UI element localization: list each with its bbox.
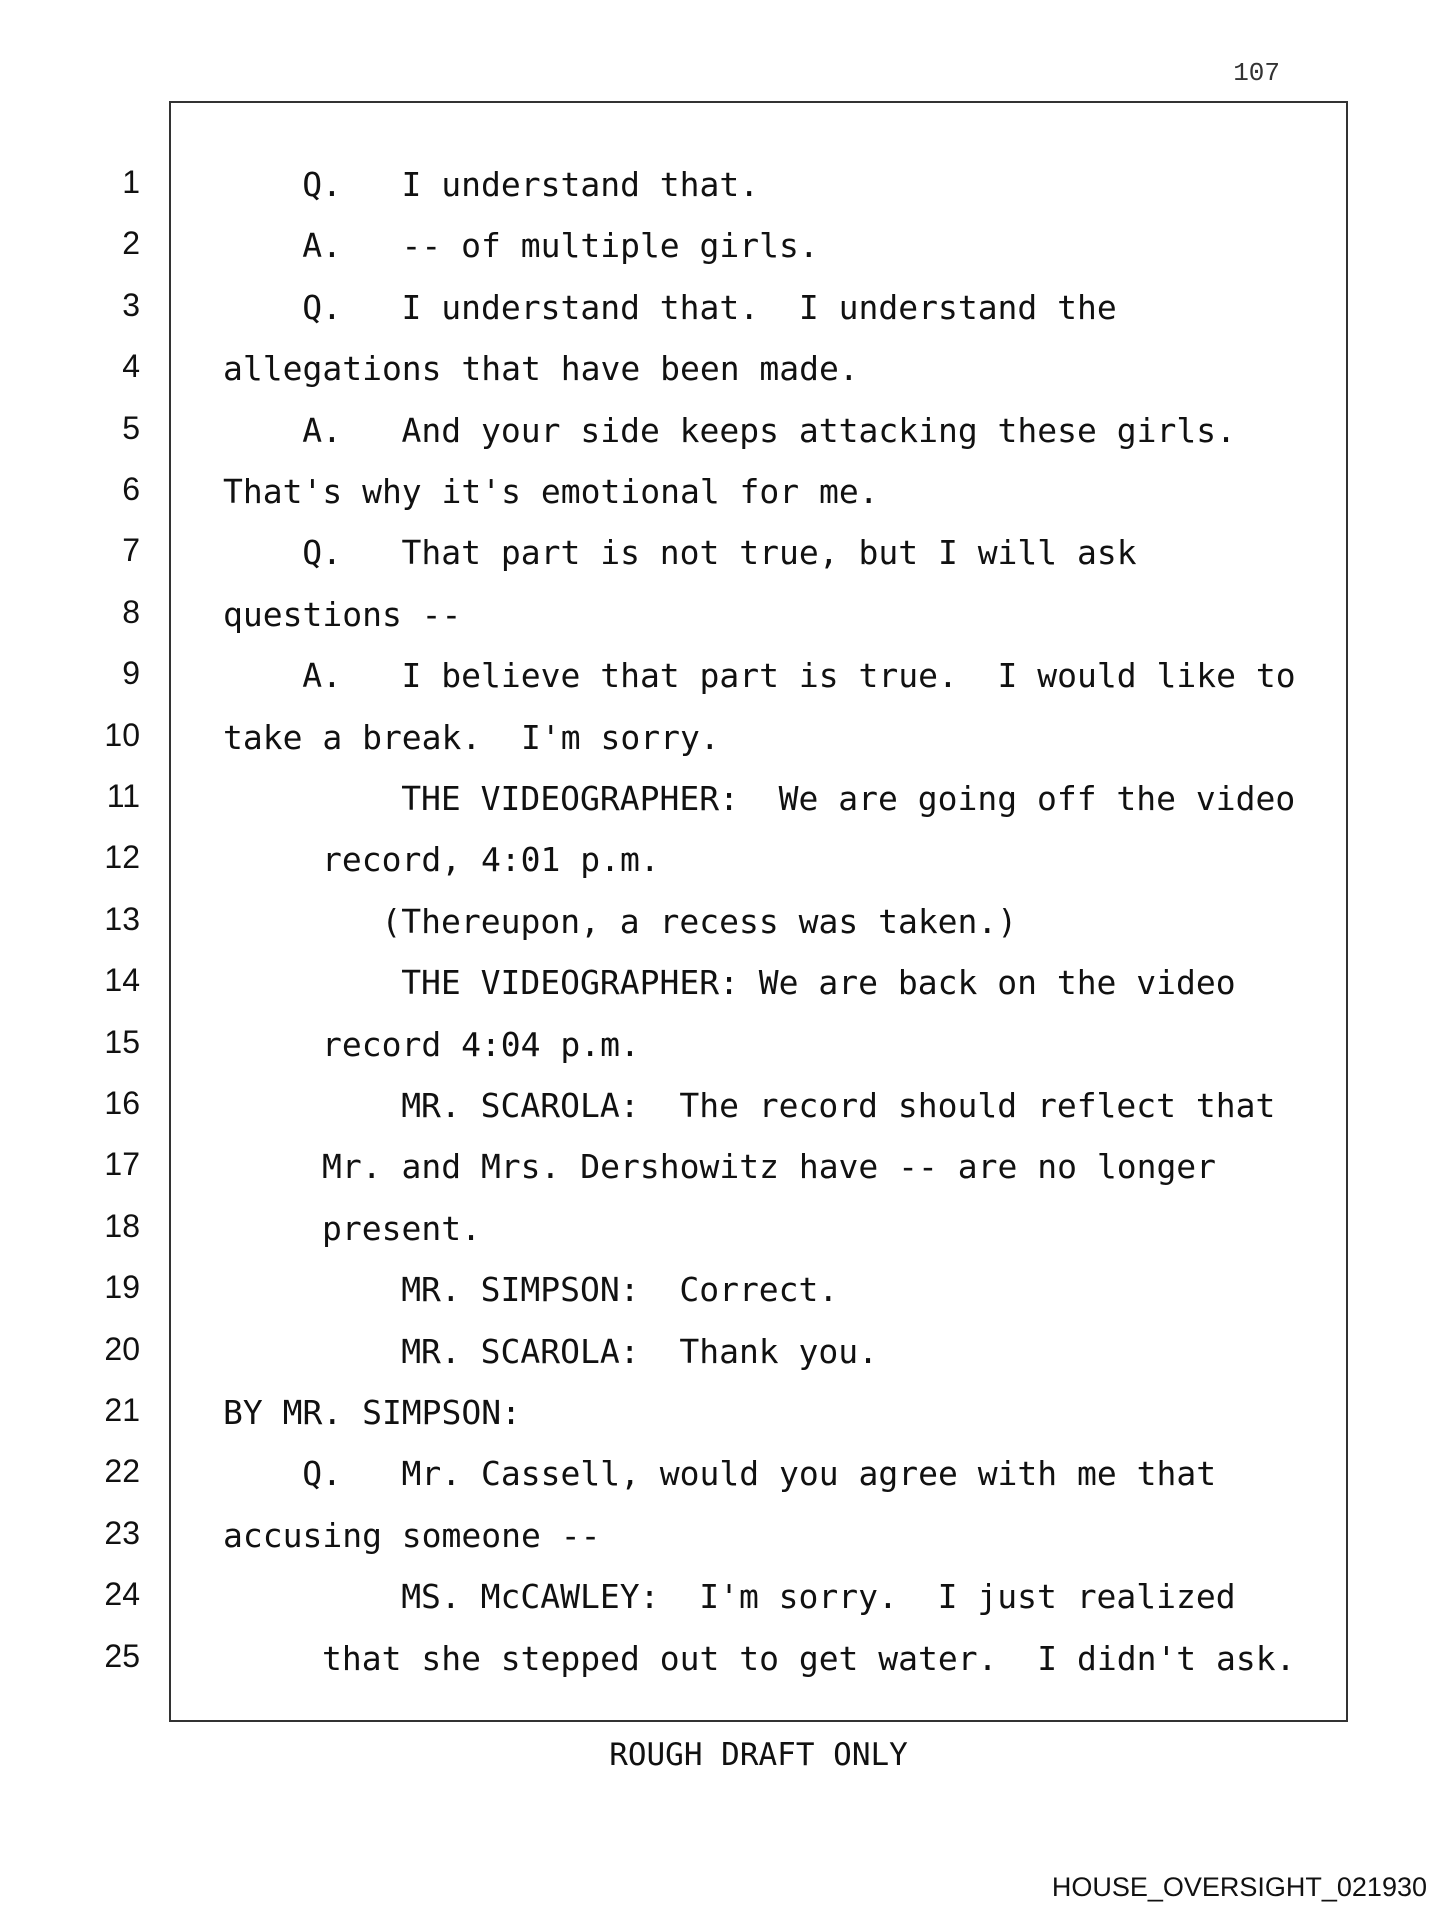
transcript-line: A. And your side keeps attacking these girls. (302, 410, 1236, 450)
line-number: 15 (104, 1023, 140, 1060)
transcript-line: record 4:04 p.m. (322, 1024, 640, 1064)
transcript-line: allegations that have been made. (223, 349, 859, 389)
line-number: 5 (122, 409, 140, 446)
transcript-line: Q. I understand that. (302, 165, 760, 204)
line-number: 24 (104, 1576, 140, 1613)
line-number: 21 (104, 1392, 140, 1428)
transcript-line: present. (322, 1208, 481, 1248)
transcript-line: A. I believe that part is true. I would like to (302, 656, 1296, 696)
line-number: 20 (104, 1330, 140, 1367)
transcript-line: accusing someone -- (223, 1515, 601, 1555)
transcript-line: Q. Mr. Cassell, would you agree with me that (302, 1454, 1217, 1494)
line-number: 17 (104, 1146, 140, 1183)
rough-draft-footer: ROUGH DRAFT ONLY (609, 1737, 908, 1773)
transcript-line: That's why it's emotional for me. (223, 472, 879, 511)
line-number: 13 (104, 900, 140, 937)
page-number: 107 (1233, 58, 1280, 88)
line-number: 25 (104, 1637, 140, 1674)
transcript-line: MR. SCAROLA: Thank you. (401, 1331, 879, 1371)
line-number: 4 (122, 348, 140, 385)
transcript-line: BY MR. SIMPSON: (223, 1393, 522, 1432)
line-number: 11 (106, 778, 140, 814)
transcript-line: MS. McCAWLEY: I'm sorry. I just realized (401, 1577, 1236, 1617)
transcript-line: A. -- of multiple girls. (302, 226, 819, 266)
transcript-line: THE VIDEOGRAPHER: We are going off the video (401, 779, 1296, 818)
line-number: 1 (122, 164, 140, 200)
transcript-line: that she stepped out to get water. I didn't ask. (322, 1638, 1296, 1678)
transcript-line: questions -- (223, 594, 462, 634)
line-number: 6 (122, 471, 140, 507)
line-number: 16 (104, 1085, 140, 1121)
transcript-line: Q. That part is not true, but I will ask (302, 533, 1137, 573)
line-number: 14 (104, 962, 140, 999)
line-number: 10 (104, 716, 140, 753)
line-number: 12 (104, 839, 140, 876)
line-number: 2 (122, 225, 140, 262)
line-number: 7 (122, 532, 140, 569)
transcript-line: record, 4:01 p.m. (322, 840, 660, 880)
line-number: 8 (122, 593, 140, 630)
transcript-line: Q. I understand that. I understand the (302, 287, 1117, 327)
transcript-line: take a break. I'm sorry. (223, 717, 720, 757)
line-number: 23 (104, 1514, 140, 1551)
line-number: 3 (122, 286, 140, 323)
line-number: 19 (104, 1269, 140, 1306)
transcript-line: MR. SIMPSON: Correct. (401, 1270, 839, 1310)
transcript-line: MR. SCAROLA: The record should reflect that (401, 1086, 1276, 1125)
line-number: 18 (104, 1207, 140, 1244)
transcript-line: (Thereupon, a recess was taken.) (381, 901, 1018, 941)
transcript-line: THE VIDEOGRAPHER: We are back on the video (401, 963, 1236, 1003)
line-number: 9 (122, 655, 140, 692)
transcript-box (169, 101, 1348, 1722)
transcript-line: Mr. and Mrs. Dershowitz have -- are no longer (322, 1147, 1217, 1187)
line-number: 22 (104, 1453, 140, 1490)
bates-number: HOUSE_OVERSIGHT_021930 (1051, 1872, 1427, 1902)
